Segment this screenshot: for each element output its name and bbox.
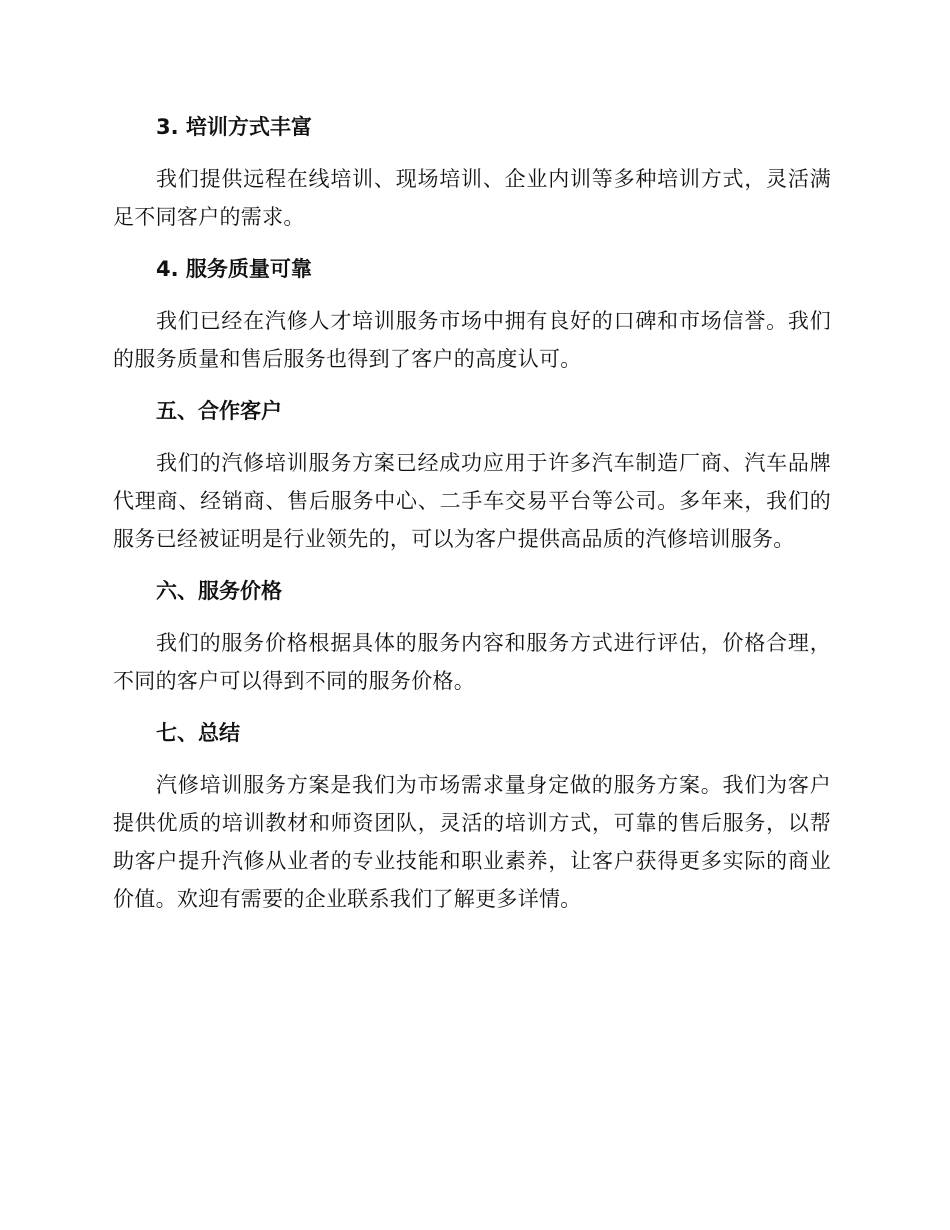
section-body-service-price: 我们的服务价格根据具体的服务内容和服务方式进行评估，价格合理，不同的客户可以得到不同的服务价格。 [113, 631, 831, 693]
document-content [113, 108, 831, 932]
section-heading-summary: 七、总结 [156, 721, 240, 745]
section-heading-service-quality: 4. 服务质量可靠 [156, 257, 312, 281]
section-body-training-methods: 我们提供远程在线培训、现场培训、企业内训等多种培训方式，灵活满足不同客户的需求。 [113, 167, 831, 229]
section-heading-training-methods: 3. 培训方式丰富 [156, 115, 312, 139]
section-heading-partner-clients: 五、合作客户 [156, 399, 282, 423]
section-body-partner-clients: 我们的汽修培训服务方案已经成功应用于许多汽车制造厂商、汽车品牌代理商、经销商、售后服务中心、二手车交易平台等公司。多年来，我们的服务已经被证明是行业领先的，可以为客户提供高品质的汽修培训服务。 [113, 451, 831, 551]
section-body-summary: 汽修培训服务方案是我们为市场需求量身定做的服务方案。我们为客户提供优质的培训教材和师资团队，灵活的培训方式，可靠的售后服务，以帮助客户提升汽修从业者的专业技能和职业素养，让客户获得更多实际的商业价值。欢迎有需要的企业联系我们了解更多详情。 [113, 773, 831, 911]
section-heading-service-price: 六、服务价格 [156, 579, 282, 603]
section-body-service-quality: 我们已经在汽修人才培训服务市场中拥有良好的口碑和市场信誉。我们的服务质量和售后服务也得到了客户的高度认可。 [113, 309, 831, 371]
